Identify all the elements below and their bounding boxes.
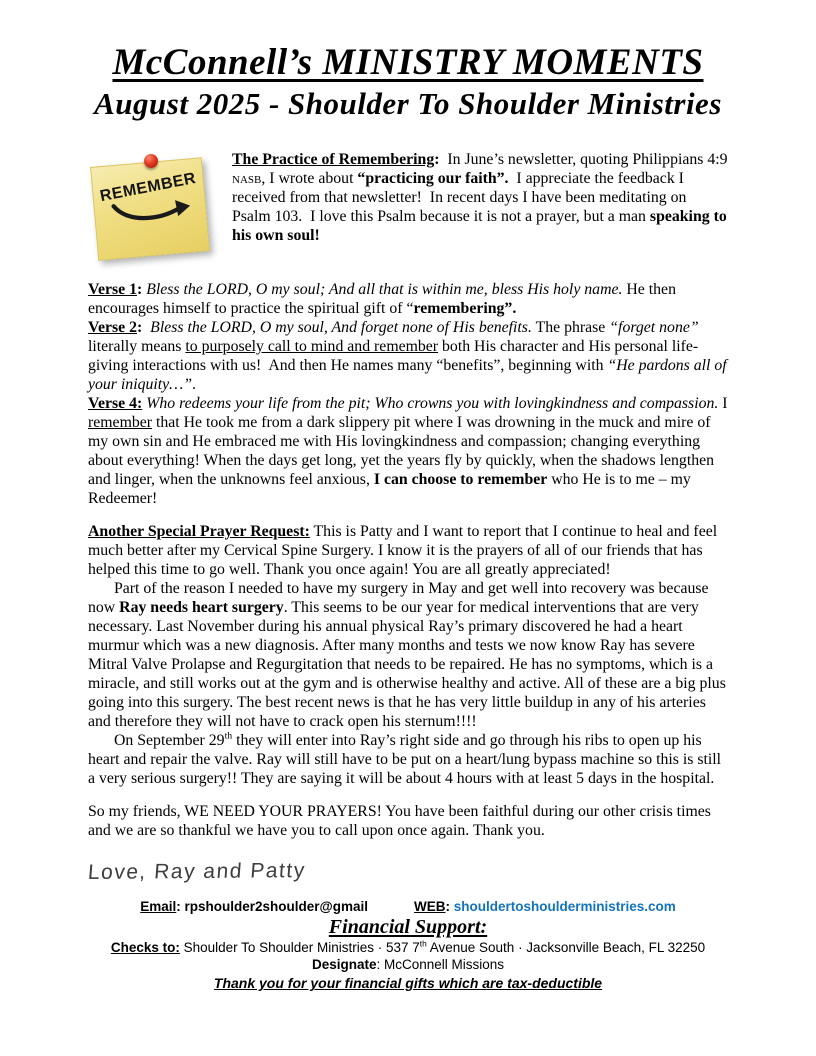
note-label: REMEMBER	[98, 170, 198, 206]
signature: Love, Ray and Patty	[87, 859, 307, 885]
newsletter-subtitle: August 2025 - Shoulder To Shoulder Ministries	[94, 86, 722, 122]
web-text	[414, 898, 676, 915]
paragraph-september-surgery: On September 29th they will enter into Ray’s right side and go through his ribs to open up his heart and repair the valve. Ray will still have to be put on a heart/lung bypass machine so this is still a very serious surgery!! They are saying it will be about 4 hours with at least 5 days in the hospital.	[88, 730, 726, 788]
web-label: WEB:	[413, 899, 454, 915]
contact-row	[88, 898, 728, 915]
newsletter-title: McConnell’s MINISTRY MOMENTS	[112, 42, 704, 83]
paragraph-practice-of-remembering: The Practice of Remembering: In June’s newsletter, quoting Philippians 4:9 nasb, I wrote about “practicing our faith”. I appreciate the feedback I received from that newsletter! In recent days I have been meditating on Psalm 103. I love this Psalm because it is not a prayer, but a man speaking to his own soul!	[232, 151, 732, 245]
remember-note-image	[88, 152, 218, 264]
paragraph-verse-2: Verse 2: Bless the LORD, O my soul, And forget none of His benefits. The phrase “forget none” literally means to purposely call to mind and remember both His character and His personal life-giving interactions with us! And then He names many “benefits”, beginning with “He pardons all of your iniquity…”.	[88, 319, 731, 394]
designate-line: Designate: McConnell Missions	[311, 957, 505, 973]
paragraph-closing: So my friends, WE NEED YOUR PRAYERS! You have been faithful during our other crisis times and we are so thankful we have you to call upon once again. Thank you.	[88, 803, 715, 840]
paragraph-verse-4: Verse 4: Who redeems your life from the pit; Who crowns you with lovingkindness and compassion. I remember that He took me from a dark slippery pit where I was drowning in the muck and mire of my own sin and He embraced me with His lovingkindness and compassion; changing everything about everything! When the days get long, yet the years fly by quickly, when the shadows lengthen and linger, when the unknowns feel anxious, I can choose to remember who He is to me – my Redeemer!	[88, 395, 732, 508]
tax-deductible-line: Thank you for your financial gifts which are tax-deductible	[213, 975, 603, 992]
website-link[interactable]: shouldertoshoulderministries.com	[453, 899, 676, 915]
paragraph-prayer-request: Another Special Prayer Request: This is Patty and I want to report that I continue to heal and feel much better after my Cervical Spine Surgery. I know it is the prayers of all of our friends that has helped this time to go well. Thank you once again! You are all greatly appreciated!	[88, 523, 722, 579]
footer	[88, 898, 728, 993]
checks-to-line: Checks to: Shoulder To Shoulder Ministries · 537 7th Avenue South · Jacksonville Beach, FL 32250	[110, 938, 706, 956]
financial-support-heading: Financial Support:	[328, 916, 488, 939]
email-text: Email: rpshoulder2shoulder@gmail	[140, 899, 368, 915]
header	[88, 42, 728, 124]
paragraph-ray-surgery: Part of the reason I needed to have my surgery in May and get well into recovery was because now Ray needs heart surgery. This seems to be our year for medical interventions that are very necessary. Last November during his annual physical Ray’s primary discovered he had a heart murmur which was a new diagnosis. After many months and tests we now know Ray has severe Mitral Valve Prolapse and Regurgitation that needs to be repaired. He has no symptoms, which is a miracle, and still works out at the gym and is otherwise healthy and active. All of these are a big plus going into this surgery. The best recent news is that he has very little buildup in any of his arteries and therefore they will not have to crack open his sternum!!!!	[88, 580, 730, 731]
sticky-note	[90, 157, 210, 260]
paragraph-verse-1: Verse 1: Bless the LORD, O my soul; And all that is within me, bless His holy name. He then encourages himself to practice the spiritual gift of “remembering”.	[88, 281, 680, 318]
intro-section	[88, 150, 732, 266]
